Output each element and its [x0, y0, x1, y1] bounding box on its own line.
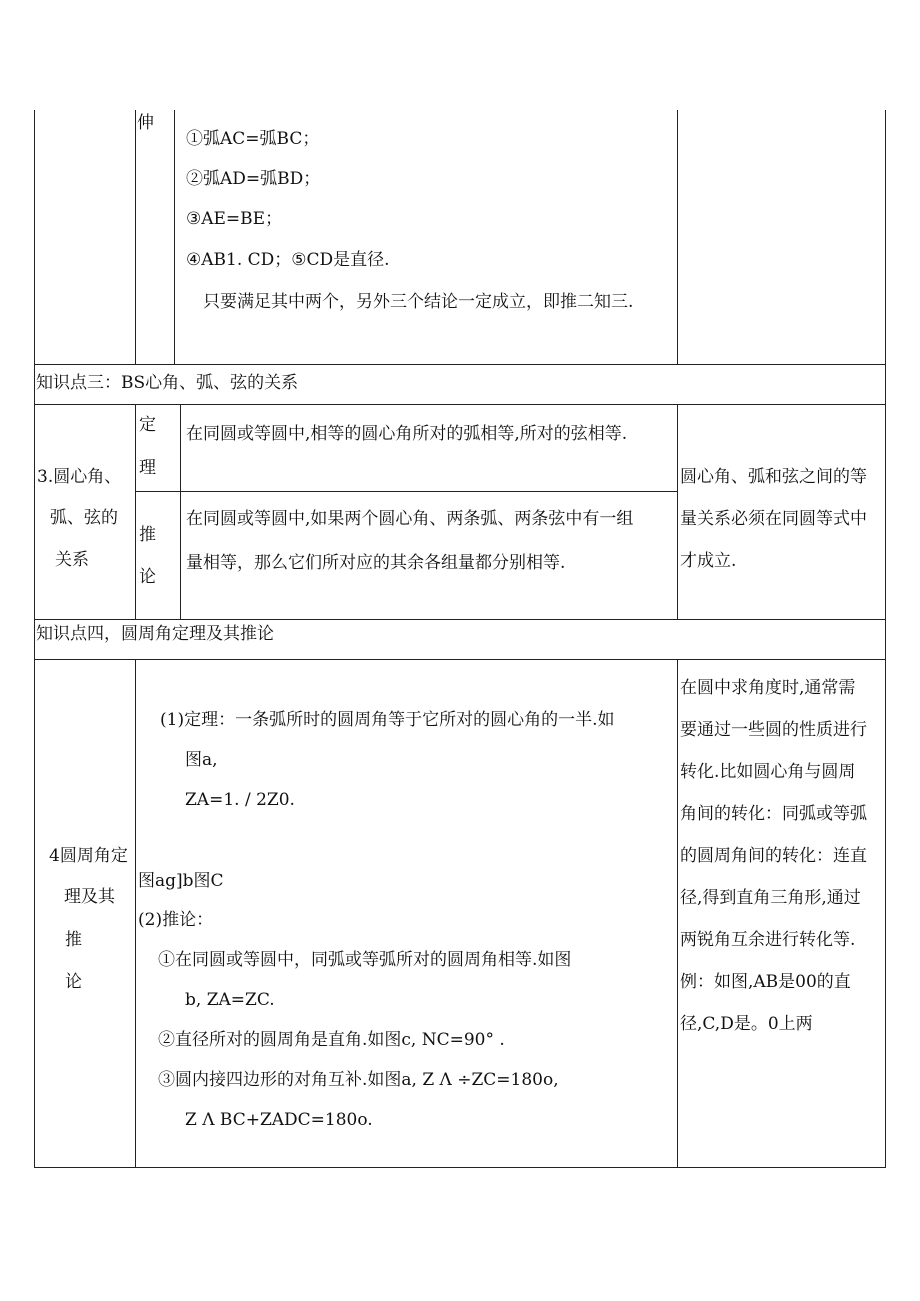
rule-right — [885, 110, 886, 1168]
kp4-topic-line-3: 推 — [65, 930, 82, 950]
corollary-label-1: 推 — [139, 525, 156, 545]
conclusion-summary: 只要满足其中两个，另外三个结论一定成立，即推二知三. — [203, 292, 634, 312]
rule-col3-kp3 — [180, 404, 181, 619]
kp3-header: 知识点三：BS心角、弧、弦的关系 — [36, 373, 299, 393]
kp4-note-line-3: 转化.比如圆心角与圆周 — [680, 762, 856, 782]
conclusion-line-4: ④AB1. CD；⑤CD是直径. — [186, 250, 390, 270]
kp4-topic-line-2: 理及其 — [64, 887, 115, 907]
kp3-topic-line-1: 3.圆心角、 — [37, 467, 122, 487]
kp4-line-7: b, ZA=ZC. — [185, 990, 275, 1010]
kp4-line-3: ZA=1. / 2Z0. — [185, 790, 295, 810]
corollary-line-2: 量相等，那么它们所对应的其余各组量都分别相等. — [186, 553, 566, 573]
rule-col4-kp3 — [677, 404, 678, 619]
kp3-topic-line-2: 弧、弦的 — [50, 508, 118, 528]
rule-table-bottom — [34, 1167, 886, 1168]
kp4-line-6: ①在同圆或等圆中，同弧或等弧所对的圆周角相等.如图 — [158, 950, 572, 970]
extension-label: 伸 — [137, 113, 154, 133]
kp3-note-line-1: 圆心角、弧和弦之间的等 — [680, 467, 867, 487]
rule-col4-kp4 — [677, 659, 678, 1167]
rule-col2-kp3 — [135, 404, 136, 619]
kp4-line-4: 图ag]b图C — [138, 871, 224, 891]
rule-theorem-bottom — [135, 491, 677, 492]
conclusion-line-3: ③AE=BE； — [186, 209, 283, 229]
kp4-note-line-6: 径,得到直角三角形,通过 — [680, 888, 861, 908]
kp4-topic-line-4: 论 — [65, 972, 82, 992]
rule-col3-row1 — [174, 110, 175, 364]
kp3-note-line-2: 量关系必须在同圆等式中 — [680, 509, 867, 529]
kp4-note-line-7: 两锐角互余进行转化等. — [680, 930, 856, 950]
rule-left — [34, 110, 35, 1168]
rule-col2-kp4 — [135, 659, 136, 1167]
kp3-topic-line-3: 关系 — [55, 550, 89, 570]
theorem-label-1: 定 — [139, 415, 156, 435]
rule-col4-row1 — [677, 110, 678, 364]
corollary-label-2: 论 — [139, 567, 156, 587]
kp4-note-line-4: 角间的转化：同弧或等弧 — [680, 804, 867, 824]
conclusion-line-1: ①弧AC=弧BC； — [186, 129, 320, 149]
rule-kp3-header-bottom — [34, 404, 886, 405]
rule-col2-row1 — [135, 110, 136, 364]
kp4-note-line-5: 的圆周角间的转化：连直 — [680, 846, 867, 866]
kp4-note-line-9: 径,C,D是。0上两 — [680, 1014, 813, 1034]
kp4-note-line-2: 要通过一些圆的性质进行 — [680, 720, 867, 740]
corollary-line-1: 在同圆或等圆中,如果两个圆心角、两条弧、两条弦中有一组 — [186, 509, 634, 529]
kp4-note-line-8: 例：如图,AB是00的直 — [680, 972, 851, 992]
kp4-header: 知识点四，圆周角定理及其推论 — [36, 624, 274, 644]
conclusion-line-2: ②弧AD=弧BD； — [186, 169, 321, 189]
rule-row1-bottom — [34, 364, 886, 365]
kp4-note-line-1: 在圆中求角度时,通常需 — [680, 678, 856, 698]
kp4-line-5: (2)推论： — [138, 910, 214, 930]
kp4-line-1: (1)定理：一条弧所时的圆周角等于它所对的圆心角的一半.如 — [160, 710, 615, 730]
kp4-line-8: ②直径所对的圆周角是直角.如图c, NC=90° . — [158, 1030, 505, 1050]
kp4-line-10: Z Λ BC+ZADC=180o. — [185, 1110, 373, 1130]
rule-kp3-body-bottom — [34, 619, 886, 620]
kp4-line-9: ③圆内接四边形的对角互补.如图a, Z Λ ÷ZC=180o, — [158, 1070, 559, 1090]
theorem-text: 在同圆或等圆中,相等的圆心角所对的弧相等,所对的弦相等. — [186, 424, 628, 444]
kp3-note-line-3: 才成立. — [680, 551, 737, 571]
kp4-topic-line-1: 4圆周角定 — [49, 846, 128, 866]
rule-kp4-header-bottom — [34, 659, 886, 660]
kp4-line-2: 图a, — [185, 750, 218, 770]
theorem-label-2: 理 — [139, 458, 156, 478]
